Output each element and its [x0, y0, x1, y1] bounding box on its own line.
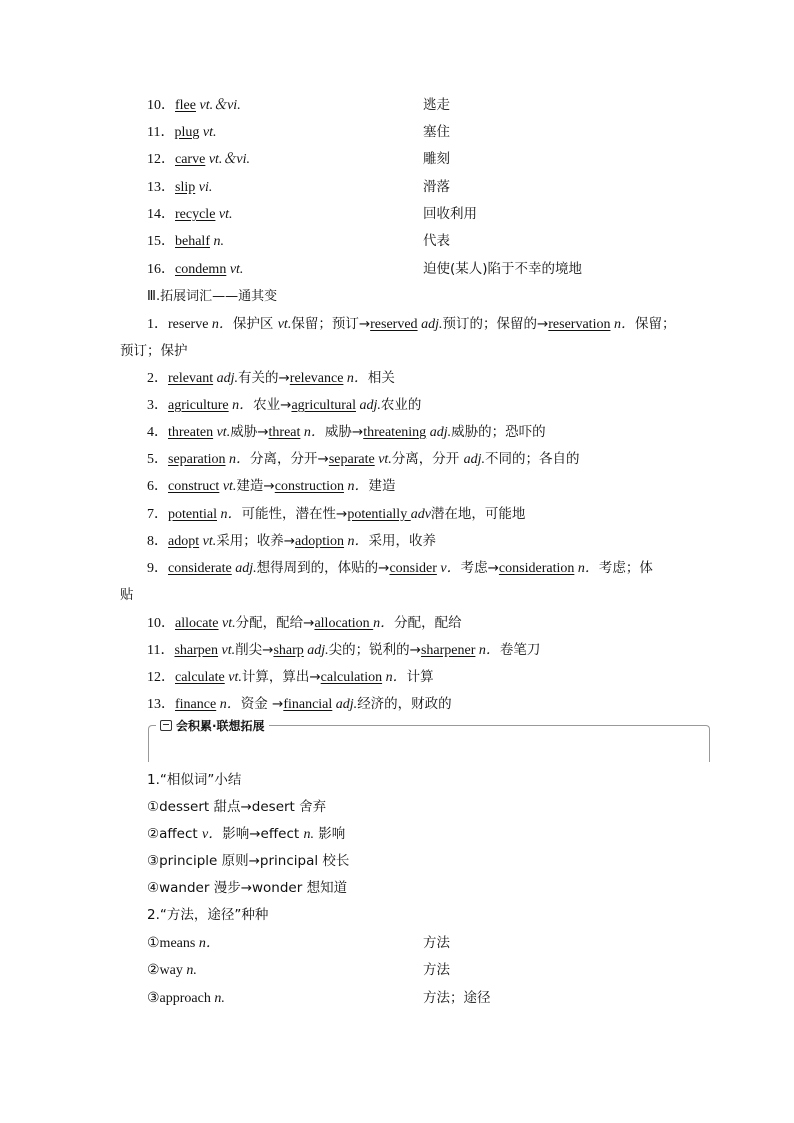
vocab-row — [0, 229, 794, 253]
text-run: 不同的；各自的 — [485, 451, 580, 467]
extension-row — [0, 474, 794, 498]
text-run: 威胁→ — [230, 424, 269, 440]
extension-row — [0, 638, 794, 662]
text-run: 建造→ — [236, 478, 275, 494]
part-of-speech: n． — [208, 317, 233, 332]
item-number: 12． — [147, 670, 175, 685]
vocab-meaning: 滑落 — [423, 179, 450, 195]
extension-text — [147, 312, 675, 337]
item-number: 11． — [147, 125, 175, 140]
part-of-speech: n． — [610, 317, 635, 332]
similar-words-heading — [0, 768, 794, 792]
method-term — [147, 958, 197, 983]
answer-word: consider — [389, 561, 437, 576]
answer-word: threat — [268, 425, 301, 440]
part-of-speech: adj. — [426, 425, 452, 440]
vocab-term — [147, 93, 241, 118]
text-run: ①dessert 甜点→desert 舍弃 — [147, 799, 327, 815]
text-run: 保护区 — [232, 316, 278, 332]
vocab-meaning: 塞住 — [423, 124, 450, 140]
similar-word-text — [147, 822, 345, 847]
answer-word: carve — [175, 152, 206, 167]
item-number: 10． — [147, 616, 175, 631]
item-number: 14． — [147, 207, 175, 222]
item-number: 13． — [147, 697, 175, 712]
vocab-term — [147, 202, 233, 227]
part-of-speech: vt. — [199, 125, 217, 140]
tip-box-label: 会积累·联想拓展 — [176, 719, 265, 733]
answer-word: calculation — [320, 670, 383, 685]
text-run: 计算，算出→ — [241, 669, 321, 685]
text-run: 相关 — [367, 370, 395, 386]
answer-word: behalf — [175, 234, 210, 249]
vocab-row — [0, 93, 794, 117]
answer-word: potentially — [347, 507, 411, 522]
text-run: 潜在地，可能地 — [430, 506, 526, 522]
extension-row — [0, 393, 794, 417]
vocab-term — [147, 257, 243, 282]
part-of-speech: n． — [225, 452, 251, 467]
item-number: 1． — [147, 317, 168, 332]
text-run: 有关的→ — [237, 370, 290, 386]
answer-word: separate — [328, 452, 375, 467]
extension-row — [0, 420, 794, 444]
extension-row-continued — [0, 583, 794, 607]
part-of-speech: vt. — [213, 425, 231, 440]
text-run: ②affect — [147, 826, 202, 842]
answer-word: agricultural — [291, 398, 356, 413]
extension-text — [147, 692, 452, 717]
part-of-speech: adj. — [213, 371, 238, 386]
text-run: 考虑→ — [460, 560, 499, 576]
extension-row — [0, 692, 794, 716]
part-of-speech: n． — [344, 534, 369, 549]
text-run: ③principle 原则→principal 校长 — [147, 853, 350, 869]
extension-text — [147, 447, 580, 472]
answer-word: adoption — [295, 534, 345, 549]
answer-word: construct — [168, 479, 220, 494]
answer-word: finance — [175, 697, 217, 712]
text-run: 分配，配给 — [394, 615, 462, 631]
part-of-speech: n． — [216, 697, 241, 712]
part-of-speech: n． — [343, 479, 369, 494]
extension-text — [147, 502, 525, 527]
extension-text — [147, 556, 653, 581]
part-of-speech: n． — [217, 507, 242, 522]
method-word: ②way — [147, 963, 183, 978]
item-number: 13． — [147, 180, 175, 195]
similar-word-row — [0, 822, 794, 846]
text-run: reserve — [168, 317, 209, 332]
extension-text-continued: 贴 — [120, 587, 134, 603]
part-of-speech: n． — [373, 616, 395, 631]
item-number: 7． — [147, 507, 168, 522]
part-of-speech: vt. — [224, 670, 242, 685]
tip-box-title — [156, 716, 269, 736]
part-of-speech: n． — [300, 425, 325, 440]
answer-word: recycle — [175, 207, 216, 222]
extension-row — [0, 665, 794, 689]
method-row — [0, 986, 794, 1010]
extension-row — [0, 447, 794, 471]
method-row — [0, 931, 794, 955]
vocab-row — [0, 257, 794, 281]
answer-word: financial — [283, 697, 333, 712]
method-term — [147, 986, 225, 1011]
answer-word: allocation — [314, 616, 374, 631]
part-of-speech: vi. — [195, 180, 213, 195]
part-of-speech: n． — [228, 398, 254, 413]
part-of-speech: vt. — [219, 479, 237, 494]
part-of-speech: n. — [303, 827, 314, 842]
vocab-row — [0, 175, 794, 199]
text-run: ④wander 漫步→wonder 想知道 — [147, 880, 348, 896]
text-run: 经济的，财政的 — [357, 696, 452, 712]
part-of-speech: vt. — [218, 616, 236, 631]
text-run: 考虑；体 — [598, 560, 653, 576]
similar-word-row — [0, 876, 794, 900]
methods-title: 2.“方法，途径”种种 — [147, 907, 269, 923]
item-number: 6． — [147, 479, 168, 494]
part-of-speech: vt. — [226, 262, 244, 277]
item-number: 11． — [147, 643, 175, 658]
part-of-speech: v． — [436, 561, 461, 576]
extension-text — [147, 366, 395, 391]
text-run: 分离，分开→ — [250, 451, 329, 467]
text-run: 削尖→ — [235, 642, 274, 658]
vocab-row — [0, 202, 794, 226]
part-of-speech: vt. — [277, 317, 292, 332]
method-meaning: 方法 — [423, 935, 450, 951]
part-of-speech: n． — [195, 936, 220, 951]
text-run: 卷笔刀 — [499, 642, 541, 658]
method-meaning: 方法；途径 — [423, 990, 491, 1006]
similar-word-text — [147, 849, 349, 873]
answer-word: considerate — [168, 561, 232, 576]
vocab-meaning: 逃走 — [423, 97, 450, 113]
extension-text — [147, 474, 395, 499]
part-of-speech: adv — [410, 507, 431, 522]
extension-text — [147, 529, 436, 554]
part-of-speech: n． — [574, 561, 599, 576]
answer-word: relevance — [289, 371, 344, 386]
item-number: 3． — [147, 398, 168, 413]
text-run: 影响→effect — [222, 826, 304, 842]
extension-row-continued — [0, 339, 794, 363]
text-run: 农业的 — [380, 397, 422, 413]
answer-word: agriculture — [168, 398, 229, 413]
vocab-meaning: 代表 — [423, 233, 450, 249]
vocab-term — [147, 175, 212, 200]
part-of-speech: vt. — [215, 207, 233, 222]
similar-title: 1.“相似词”小结 — [147, 772, 242, 788]
method-meaning: 方法 — [423, 962, 450, 978]
answer-word: allocate — [175, 616, 219, 631]
text-run: 分配，配给→ — [235, 615, 315, 631]
item-number: 2． — [147, 371, 168, 386]
extension-row — [0, 611, 794, 635]
text-run: 农业→ — [253, 397, 292, 413]
vocab-term — [147, 147, 250, 172]
item-number: 8． — [147, 534, 168, 549]
extension-text-continued: 预订；保护 — [120, 343, 188, 359]
extension-row — [0, 529, 794, 553]
part-of-speech: v． — [202, 827, 223, 842]
extension-text — [147, 420, 546, 445]
method-word: ③approach — [147, 991, 211, 1006]
part-of-speech: adj. — [332, 697, 358, 712]
vocab-meaning: 雕刻 — [423, 151, 450, 167]
answer-word: sharpener — [420, 643, 476, 658]
vocab-meaning: 回收利用 — [423, 206, 477, 222]
vocab-meaning: 迫使(某人)陷于不幸的境地 — [423, 261, 583, 277]
answer-word: sharp — [273, 643, 304, 658]
item-number: 9． — [147, 561, 168, 576]
text-run: 建造 — [368, 478, 396, 494]
part-of-speech: n. — [182, 963, 197, 978]
part-of-speech: vt.＆vi. — [205, 152, 251, 167]
answer-word: plug — [174, 125, 200, 140]
box-icon — [160, 720, 172, 731]
part-of-speech: n． — [382, 670, 407, 685]
part-of-speech: vt.＆vi. — [195, 98, 241, 113]
answer-word: adopt — [168, 534, 200, 549]
answer-word: reserved — [370, 317, 418, 332]
text-run: 保留； — [634, 316, 676, 332]
method-term — [147, 931, 220, 956]
answer-word: slip — [175, 180, 196, 195]
answer-word: condemn — [175, 262, 227, 277]
text-run: 预订的；保留的→ — [442, 316, 549, 332]
part-of-speech: vt. — [218, 643, 236, 658]
answer-word: threatening — [363, 425, 427, 440]
answer-word: reservation — [548, 317, 611, 332]
extension-text — [147, 665, 434, 690]
text-run: 想得周到的，体贴的→ — [256, 560, 390, 576]
method-word: ①means — [147, 936, 196, 951]
item-number: 10． — [147, 98, 175, 113]
extension-row — [0, 312, 794, 336]
text-run: 威胁→ — [324, 424, 364, 440]
part-of-speech: adj. — [355, 398, 381, 413]
text-run: 保留；预订→ — [291, 316, 371, 332]
part-of-speech: adj. — [231, 561, 257, 576]
section3-title: Ⅲ.拓展词汇——通其变 — [147, 289, 278, 304]
part-of-speech: n. — [210, 991, 225, 1006]
part-of-speech: adj. — [417, 317, 443, 332]
similar-word-text — [147, 876, 347, 900]
method-row — [0, 958, 794, 982]
item-number: 12． — [147, 152, 175, 167]
text-run: 威胁的；恐吓的 — [451, 424, 546, 440]
extension-text — [147, 638, 540, 663]
answer-word: separation — [168, 452, 226, 467]
text-run: 尖的；锐利的→ — [328, 642, 421, 658]
answer-word: flee — [175, 98, 196, 113]
part-of-speech: n． — [475, 643, 500, 658]
part-of-speech: adj. — [303, 643, 329, 658]
similar-word-text — [147, 795, 326, 819]
item-number: 15． — [147, 234, 175, 249]
text-run: 分离，分开 — [391, 451, 464, 467]
similar-word-row — [0, 849, 794, 873]
extension-row — [0, 556, 794, 580]
section-heading — [0, 285, 794, 309]
answer-word: threaten — [168, 425, 214, 440]
similar-word-row — [0, 795, 794, 819]
part-of-speech: vt. — [199, 534, 217, 549]
answer-word: potential — [168, 507, 217, 522]
methods-heading — [0, 903, 794, 927]
text-run: 资金 → — [240, 696, 284, 712]
vocab-row — [0, 120, 794, 144]
item-number: 4． — [147, 425, 168, 440]
answer-word: calculate — [175, 670, 225, 685]
text-run: 可能性，潜在性→ — [241, 506, 348, 522]
part-of-speech: n. — [209, 234, 224, 249]
item-number: 5． — [147, 452, 168, 467]
vocab-term — [147, 229, 224, 254]
extension-text — [147, 393, 421, 418]
answer-word: construction — [274, 479, 344, 494]
part-of-speech: vt. — [374, 452, 392, 467]
extension-row — [0, 366, 794, 390]
text-run: 影响 — [313, 826, 346, 842]
part-of-speech: adj. — [463, 452, 485, 467]
text-run: 采用；收养→ — [216, 533, 296, 549]
answer-word: relevant — [168, 371, 214, 386]
extension-row — [0, 502, 794, 526]
part-of-speech: n． — [343, 371, 368, 386]
vocab-term — [147, 120, 216, 145]
extension-text — [147, 611, 462, 636]
text-run: 计算 — [406, 669, 434, 685]
item-number: 16． — [147, 262, 175, 277]
text-run: 采用，收养 — [368, 533, 437, 549]
answer-word: consideration — [498, 561, 575, 576]
vocab-row — [0, 147, 794, 171]
answer-word: sharpen — [174, 643, 219, 658]
